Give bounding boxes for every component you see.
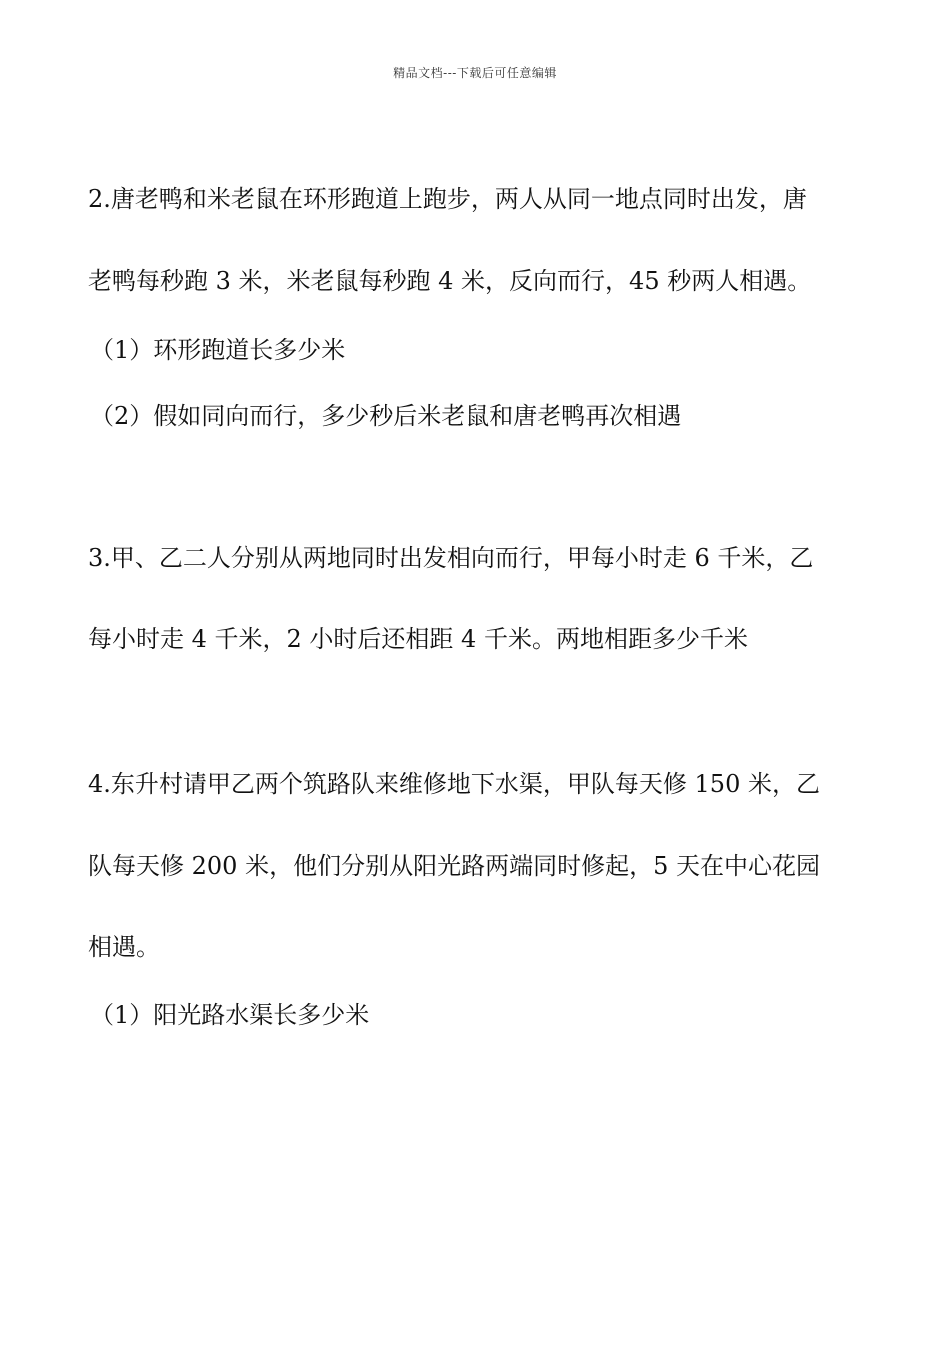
problem-3-line-2: 每小时走 4 千米，2 小时后还相距 4 千米。两地相距多少千米: [88, 625, 748, 653]
problem-3-line-1: 3.甲、乙二人分别从两地同时出发相向而行，甲每小时走 6 千米，乙: [88, 544, 814, 572]
problem-2-line-1: 2.唐老鸭和米老鼠在环形跑道上跑步，两人从同一地点同时出发，唐: [88, 185, 807, 213]
problem-2-subquestion-2: （2）假如同向而行，多少秒后米老鼠和唐老鸭再次相遇: [90, 402, 682, 430]
problem-2-subquestion-1: （1）环形跑道长多少米: [90, 336, 346, 364]
page-header: 精品文档---下载后可任意编辑: [393, 66, 557, 80]
problem-4-line-1: 4.东升村请甲乙两个筑路队来维修地下水渠，甲队每天修 150 米，乙: [88, 770, 820, 798]
problem-4-subquestion-1: （1）阳光路水渠长多少米: [90, 1001, 370, 1029]
problem-4-line-3: 相遇。: [88, 933, 160, 961]
problem-2-line-2: 老鸭每秒跑 3 米，米老鼠每秒跑 4 米，反向而行，45 秒两人相遇。: [88, 267, 812, 295]
problem-4-line-2: 队每天修 200 米，他们分别从阳光路两端同时修起，5 天在中心花园: [88, 852, 820, 880]
